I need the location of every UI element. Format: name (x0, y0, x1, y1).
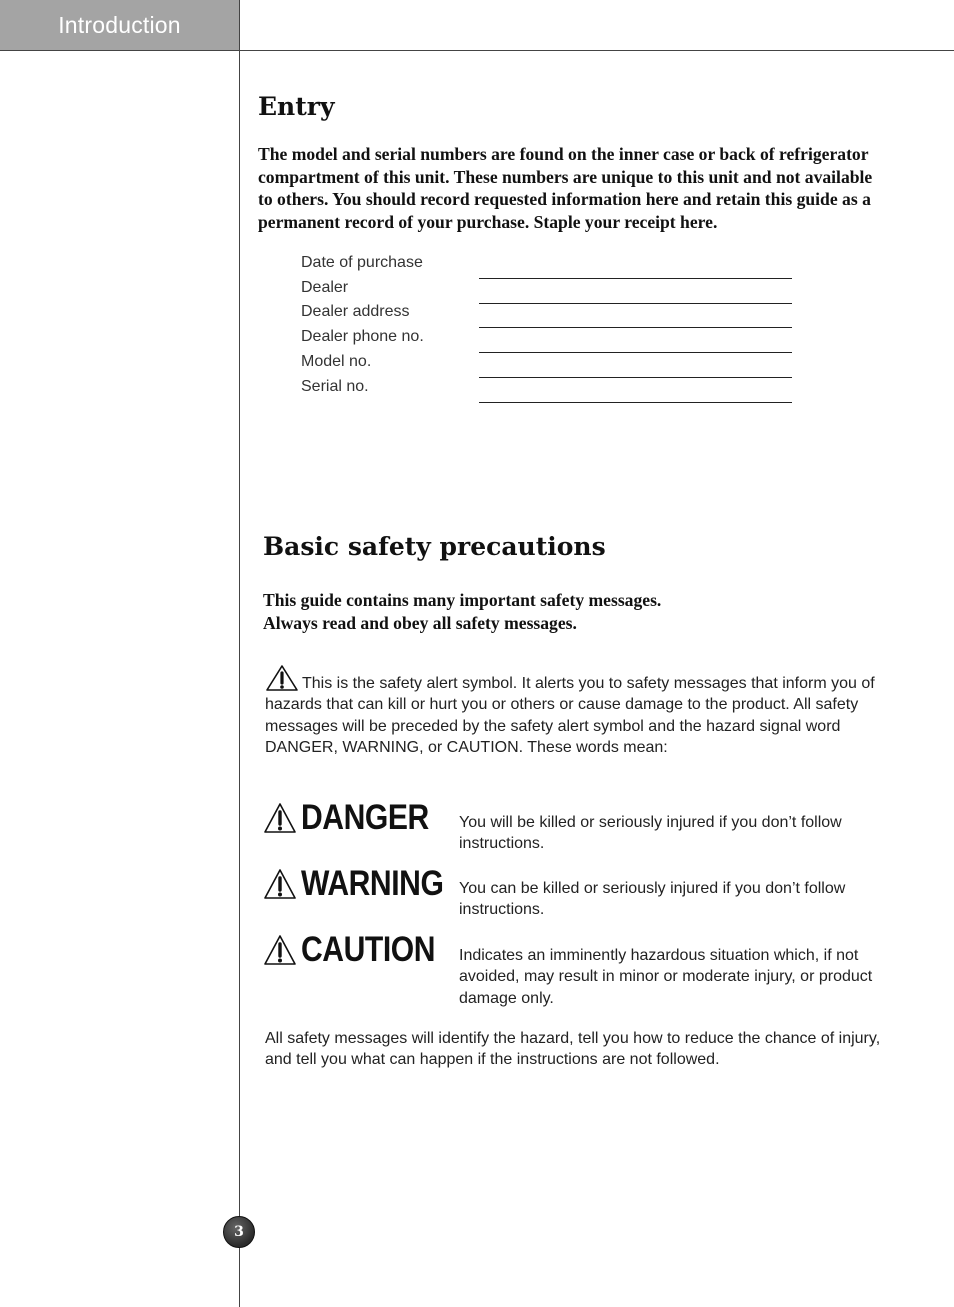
signal-danger (263, 798, 450, 838)
page-number: 3 (223, 1216, 255, 1248)
warning-triangle-icon (263, 868, 297, 900)
record-field-date (301, 254, 792, 279)
record-field-label: Date of purchase (301, 254, 423, 271)
margin-rule (239, 0, 240, 1307)
record-field-label: Dealer phone no. (301, 328, 424, 345)
section-tab: Introduction (0, 0, 239, 50)
record-field-dealer-phone (301, 328, 792, 353)
entry-text: The model and serial numbers are found on the inner case or back of refrigerator compartment of this unit. These numbers are unique to this unit and not available to others. You should record requested information here and retain this guide as a permanent record of your purchase. Staple your receipt here. (258, 144, 873, 232)
safety-intro-line: Always read and obey all safety messages. (263, 613, 577, 633)
safety-heading: Basic safety precautions (263, 532, 606, 561)
entry-heading: Entry (258, 92, 335, 121)
record-field-label: Dealer (301, 279, 349, 296)
signal-description: Indicates an imminently hazardous situation which, if not avoided, may result in minor or moderate injury, or product damage only. (459, 947, 873, 1007)
signal-word: DANGER (301, 798, 429, 837)
record-field-label: Model no. (301, 353, 372, 370)
safety-intro (263, 589, 883, 635)
safety-alert-text: This is the safety alert symbol. It alerts you to safety messages that inform you of hazards that can kill or hurt you or others or cause damage to the product. All safety messages will be preceded by the safety alert symbol and the hazard signal word DANGER, WARNING, or CAUTION. These words mean: (265, 675, 875, 756)
record-field-serial (301, 378, 792, 403)
warning-triangle-icon (263, 934, 297, 966)
safety-closing-paragraph: All safety messages will identify the hazard, tell you how to reduce the chance of injury, and tell you what can happen if the instructions are not followed. (265, 1030, 881, 1069)
signal-description: You can be killed or seriously injured if you don’t follow instructions. (459, 880, 846, 919)
warning-triangle-icon (263, 802, 297, 834)
header-rule (0, 50, 954, 51)
signal-warning (263, 864, 467, 904)
record-field-model (301, 353, 792, 378)
signal-word: CAUTION (301, 930, 436, 969)
record-field-label: Serial no. (301, 378, 369, 395)
record-field-dealer (301, 279, 792, 304)
signal-description: You will be killed or seriously injured if you don’t follow instructions. (459, 814, 842, 853)
safety-alert-paragraph (265, 664, 885, 758)
record-field-label: Dealer address (301, 303, 410, 320)
signal-caution (263, 930, 457, 970)
record-field-dealer-address (301, 303, 792, 328)
warning-triangle-icon (265, 664, 299, 692)
record-field-line (479, 402, 792, 403)
signal-word: WARNING (301, 864, 444, 903)
safety-intro-line: This guide contains many important safety messages. (263, 590, 662, 610)
